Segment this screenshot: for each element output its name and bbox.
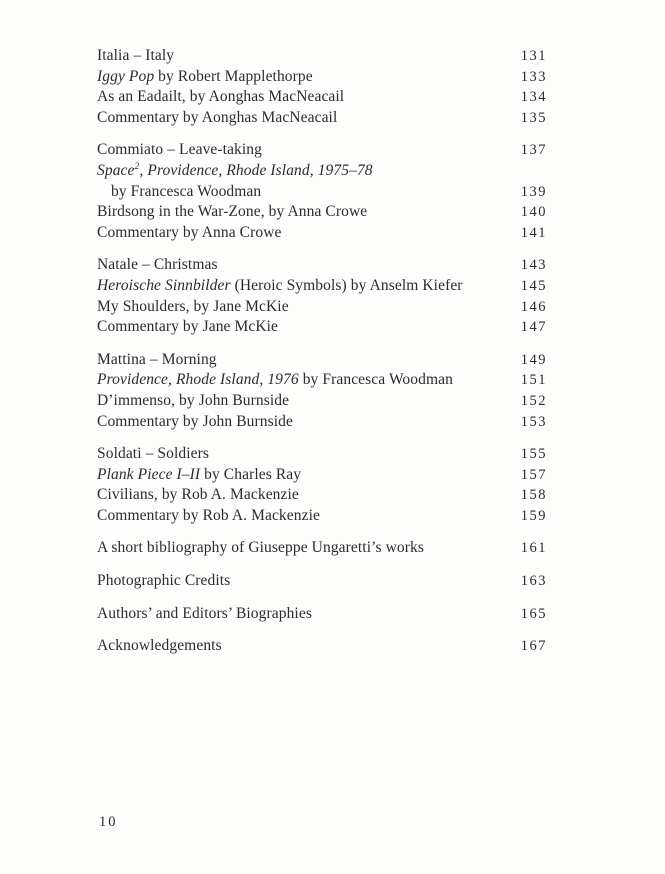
toc-entry [97, 182, 547, 203]
toc-entry-text-segment: (Heroic Symbols) by Anselm Kiefer [230, 276, 463, 294]
toc-entry [97, 223, 547, 244]
toc-entry [97, 255, 547, 276]
toc-entry [97, 506, 547, 527]
toc-entry [97, 67, 547, 88]
toc-entry-page: 135 [520, 109, 547, 126]
toc-entry [97, 412, 547, 433]
toc-entry-text-segment: Commentary by Rob A. Mackenzie [97, 506, 320, 524]
toc-entry-title [97, 297, 509, 318]
toc-entry-page: 161 [520, 540, 547, 557]
toc-group [97, 604, 547, 625]
toc-group [97, 255, 547, 337]
toc-entry-page: 163 [520, 573, 547, 590]
toc-entry-title [97, 465, 509, 486]
toc-entry-text-segment: by Francesca Woodman [298, 371, 453, 389]
toc-entry-title [97, 636, 509, 657]
toc-entry-title [97, 223, 509, 244]
toc-entry-page: 133 [520, 68, 547, 85]
toc-entry-title [97, 350, 509, 371]
toc-entry-text-segment: Commentary by John Burnside [97, 412, 294, 430]
toc-entry-text-segment: Space [97, 161, 135, 179]
page-number: 10 [99, 814, 118, 830]
toc-entry-title [97, 67, 509, 88]
toc-entry-text-segment: Natale – Christmas [97, 256, 218, 274]
toc-entry-text-segment: , Providence, Rhode Island, 1975–78 [139, 161, 373, 179]
toc-entry-page: 146 [520, 298, 547, 315]
toc-entry-title [97, 444, 509, 465]
toc-entry [97, 370, 547, 391]
toc-entry-page: 167 [520, 638, 547, 655]
toc-entry-text-segment: Mattina – Morning [97, 350, 217, 368]
toc-group [97, 571, 547, 592]
toc-group [97, 350, 547, 432]
toc-entry-title [97, 506, 509, 527]
toc-entry-text-segment: Soldati – Soldiers [97, 445, 210, 463]
toc-entry [97, 202, 547, 223]
toc-entry [97, 297, 547, 318]
toc-entry-title [97, 276, 509, 297]
toc-entry-title [97, 202, 509, 223]
toc-entry-title [97, 604, 509, 625]
toc-entry-page: 140 [520, 204, 547, 221]
toc-entry-text-segment: Heroische Sinnbilder [97, 276, 231, 294]
toc-entry-text-segment: D’immenso, by John Burnside [97, 391, 290, 409]
toc-entry [97, 465, 547, 486]
toc-entry-text-segment: Providence, Rhode Island, 1976 [97, 371, 299, 389]
toc-entry-text-segment: Civilians, by Rob A. Mackenzie [97, 486, 299, 504]
toc-entry-page: 165 [520, 605, 547, 622]
toc-entry [97, 604, 547, 625]
toc-entry [97, 317, 547, 338]
toc-entry-page: 139 [520, 183, 547, 200]
toc-entry-page: 147 [520, 319, 547, 336]
toc-group [97, 636, 547, 657]
toc-entry-page: 143 [520, 257, 547, 274]
toc-entry-page: 141 [520, 224, 547, 241]
toc-entry-page: 153 [520, 413, 547, 430]
toc-entry [97, 161, 547, 182]
toc-entry [97, 485, 547, 506]
toc-entry-text-segment: 2 [134, 160, 140, 172]
toc-entry-page: 134 [520, 89, 547, 106]
toc-entry [97, 87, 547, 108]
toc-entry-text-segment: Iggy Pop [97, 67, 155, 85]
toc-entry [97, 276, 547, 297]
toc-entry-page: 157 [520, 466, 547, 483]
toc-entry-title [97, 140, 509, 161]
toc-entry-title [97, 255, 509, 276]
toc-entry [97, 140, 547, 161]
toc-entry-text-segment: Commentary by Jane McKie [97, 318, 279, 336]
toc-entry-text-segment: My Shoulders, by Jane McKie [97, 297, 289, 315]
toc-entry-title [97, 412, 509, 433]
toc-entry-page: 131 [520, 48, 547, 64]
toc-entry-text-segment: Commiato – Leave-taking [97, 141, 263, 159]
toc-entry [97, 538, 547, 559]
toc-entry-title [97, 161, 547, 182]
toc-entry-page: 159 [520, 507, 547, 524]
toc-group [97, 444, 547, 526]
toc-entry-title [97, 46, 509, 67]
toc-entry [97, 46, 547, 67]
toc-entry-page: 149 [520, 351, 547, 368]
toc-entry-text-segment: by Charles Ray [200, 465, 302, 483]
toc-entry-text-segment: Italia – Italy [97, 47, 175, 64]
toc-entry [97, 350, 547, 371]
toc-entry-title [97, 571, 509, 592]
toc-entry [97, 444, 547, 465]
toc-entry [97, 571, 547, 592]
toc-entry-page: 137 [520, 142, 547, 159]
toc-entry-title [97, 391, 509, 412]
toc-entry-text-segment: Acknowledgements [97, 637, 222, 655]
toc-entry-title [97, 182, 509, 203]
toc-entry [97, 636, 547, 657]
toc-entry-text-segment: Birdsong in the War-Zone, by Anna Crowe [97, 203, 368, 221]
toc-entry-page: 152 [520, 392, 547, 409]
toc-entry [97, 108, 547, 129]
toc-entry-title [97, 370, 509, 391]
toc-entry-text-segment: Plank Piece I–II [97, 465, 201, 483]
toc-entry-text-segment: A short bibliography of Giuseppe Ungaretti’s works [97, 539, 425, 557]
toc-group [97, 538, 547, 559]
toc-group [97, 140, 547, 243]
toc-entry-title [97, 538, 509, 559]
toc-entry-page: 151 [520, 372, 547, 389]
toc-entry-title [97, 485, 509, 506]
toc-group [97, 46, 547, 128]
toc-entry-title [97, 317, 509, 338]
toc-entry-text-segment: Commentary by Aonghas MacNeacail [97, 108, 338, 126]
table-of-contents [97, 46, 547, 669]
toc-entry-page: 158 [520, 487, 547, 504]
toc-entry-text-segment: Authors’ and Editors’ Biographies [97, 604, 312, 622]
toc-entry-text-segment: As an Eadailt, by Aonghas MacNeacail [97, 88, 345, 106]
toc-entry [97, 391, 547, 412]
toc-entry-text-segment: Photographic Credits [97, 572, 231, 590]
toc-entry-title [97, 87, 509, 108]
toc-entry-text-segment: Commentary by Anna Crowe [97, 223, 282, 241]
toc-entry-title [97, 108, 509, 129]
toc-entry-text-segment: by Francesca Woodman [111, 182, 262, 200]
toc-entry-page: 145 [520, 277, 547, 294]
toc-entry-page: 155 [520, 446, 547, 463]
toc-entry-text-segment: by Robert Mapplethorpe [154, 67, 313, 85]
